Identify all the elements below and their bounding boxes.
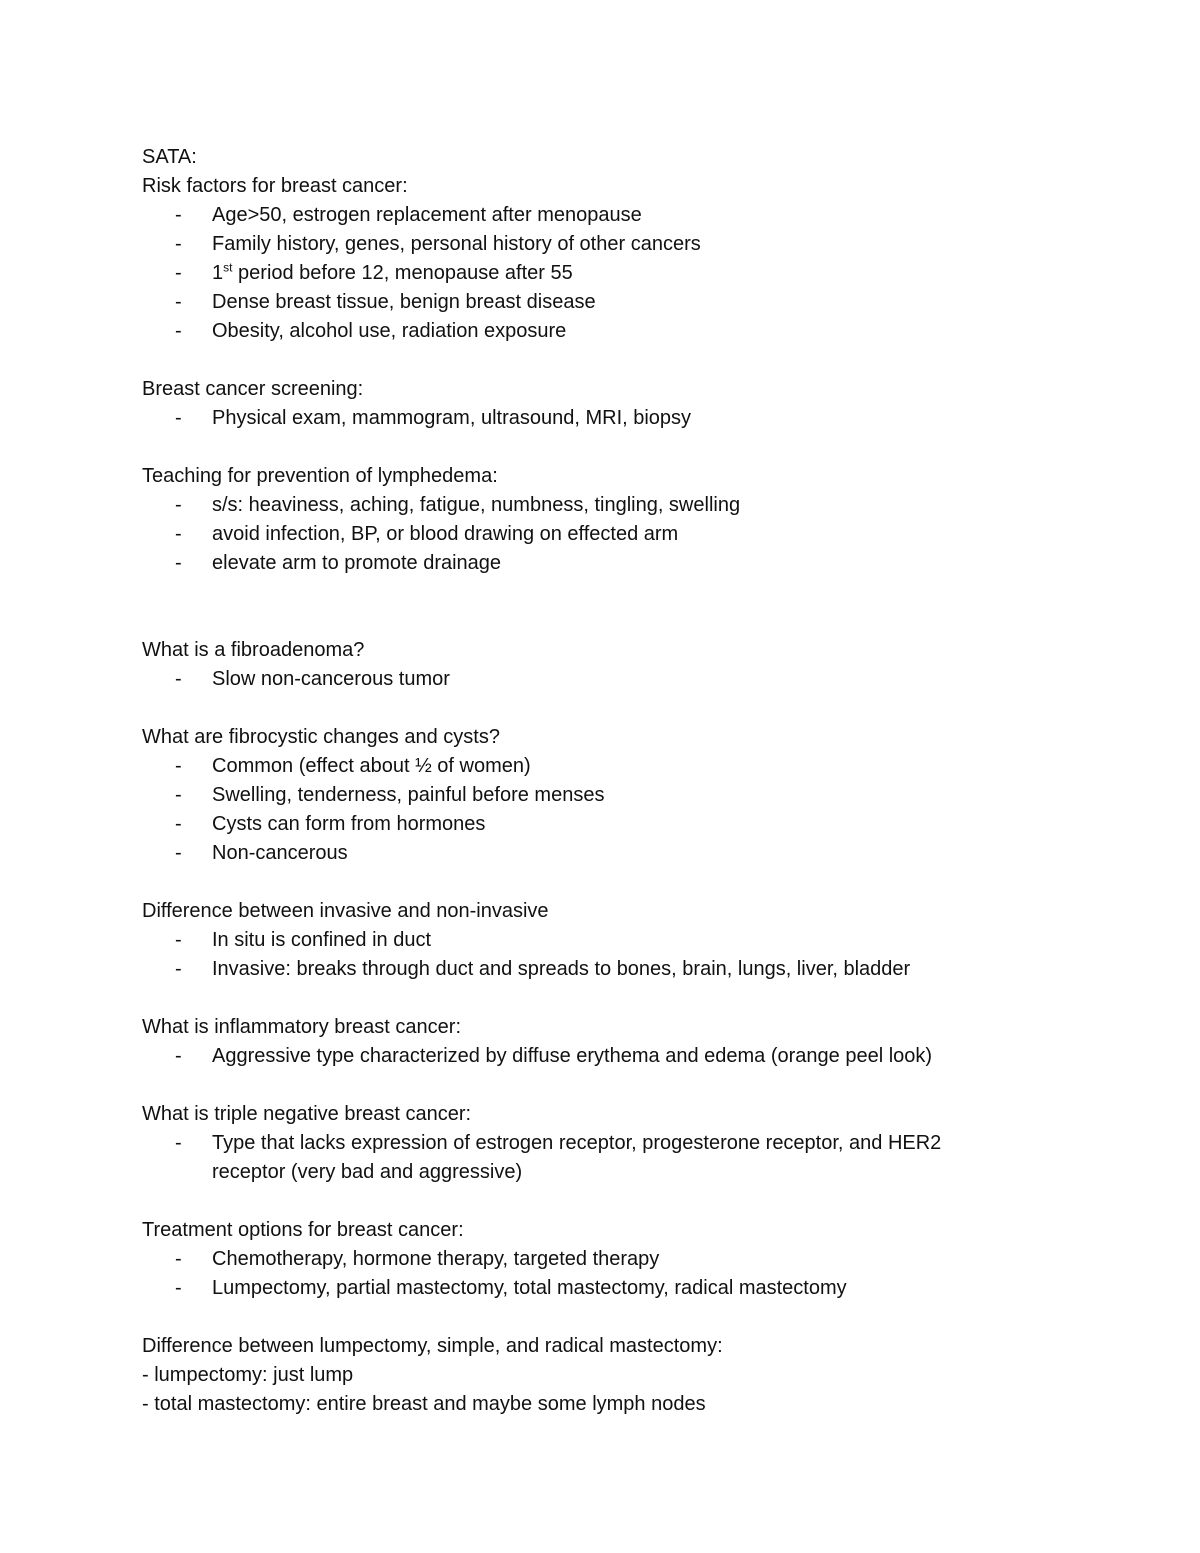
lymphedema-heading: Teaching for prevention of lymphedema: (142, 465, 498, 487)
bullet-dash: - (175, 320, 182, 342)
list-item: - Slow non-cancerous tumor (142, 665, 1042, 694)
bullet-dash: - (175, 1132, 182, 1154)
bullet-dash: - (175, 842, 182, 864)
bullet-dash: - (175, 1248, 182, 1270)
list-item: - Cysts can form from hormones (142, 810, 1042, 839)
list-item: - Family history, genes, personal history of other cancers (142, 230, 1042, 259)
list-item: - In situ is confined in duct (142, 926, 1042, 955)
list-item: - Obesity, alcohol use, radiation exposure (142, 317, 1042, 346)
list-item: - Aggressive type characterized by diffuse erythema and edema (orange peel look) (142, 1042, 1042, 1071)
list-item: - elevate arm to promote drainage (142, 549, 1042, 578)
bullet-dash: - (175, 552, 182, 574)
invasive-heading: Difference between invasive and non-invasive (142, 900, 549, 922)
bullet-dash: - (175, 1277, 182, 1299)
list-item: - Non-cancerous (142, 839, 1042, 868)
bullet-dash: - (175, 262, 182, 284)
list-item: - Type that lacks expression of estrogen receptor, progesterone receptor, and HER2 receptor (very bad and aggressive) (142, 1129, 1002, 1187)
list-item: - Lumpectomy, partial mastectomy, total mastectomy, radical mastectomy (142, 1274, 1042, 1303)
bullet-dash: - (175, 784, 182, 806)
bullet-dash: - (175, 494, 182, 516)
document-page (142, 143, 1042, 1419)
bullet-dash: - (175, 929, 182, 951)
bullet-dash: - (175, 1045, 182, 1067)
bullet-dash: - (175, 668, 182, 690)
fibroadenoma-heading: What is a fibroadenoma? (142, 639, 365, 661)
list-item: - Dense breast tissue, benign breast disease (142, 288, 1042, 317)
bullet-dash: - (175, 958, 182, 980)
list-item: - Common (effect about ½ of women) (142, 752, 1042, 781)
bullet-dash: - (175, 407, 182, 429)
treatment-heading: Treatment options for breast cancer: (142, 1219, 464, 1241)
bullet-dash: - (175, 291, 182, 313)
difference-line: - lumpectomy: just lump (142, 1364, 354, 1386)
bullet-dash: - (175, 813, 182, 835)
list-item: - Chemotherapy, hormone therapy, targeted therapy (142, 1245, 1042, 1274)
list-item: - Age>50, estrogen replacement after menopause (142, 201, 1042, 230)
list-item: - s/s: heaviness, aching, fatigue, numbness, tingling, swelling (142, 491, 1042, 520)
sata-label: SATA: (142, 146, 197, 168)
screening-heading: Breast cancer screening: (142, 378, 364, 400)
bullet-dash: - (175, 755, 182, 777)
list-item: - Invasive: breaks through duct and spreads to bones, brain, lungs, liver, bladder (142, 955, 1042, 984)
bullet-dash: - (175, 523, 182, 545)
difference-line: - total mastectomy: entire breast and maybe some lymph nodes (142, 1393, 706, 1415)
difference-heading: Difference between lumpectomy, simple, and radical mastectomy: (142, 1335, 723, 1357)
list-item: - Physical exam, mammogram, ultrasound, MRI, biopsy (142, 404, 1042, 433)
bullet-dash: - (175, 204, 182, 226)
list-item: - avoid infection, BP, or blood drawing on effected arm (142, 520, 1042, 549)
triple-negative-heading: What is triple negative breast cancer: (142, 1103, 472, 1125)
list-item: - Swelling, tenderness, painful before menses (142, 781, 1042, 810)
bullet-dash: - (175, 233, 182, 255)
inflammatory-heading: What is inflammatory breast cancer: (142, 1016, 461, 1038)
fibrocystic-heading: What are fibrocystic changes and cysts? (142, 726, 500, 748)
risk-factors-heading: Risk factors for breast cancer: (142, 175, 408, 197)
list-item: - 1st period before 12, menopause after 55 (142, 259, 1042, 288)
